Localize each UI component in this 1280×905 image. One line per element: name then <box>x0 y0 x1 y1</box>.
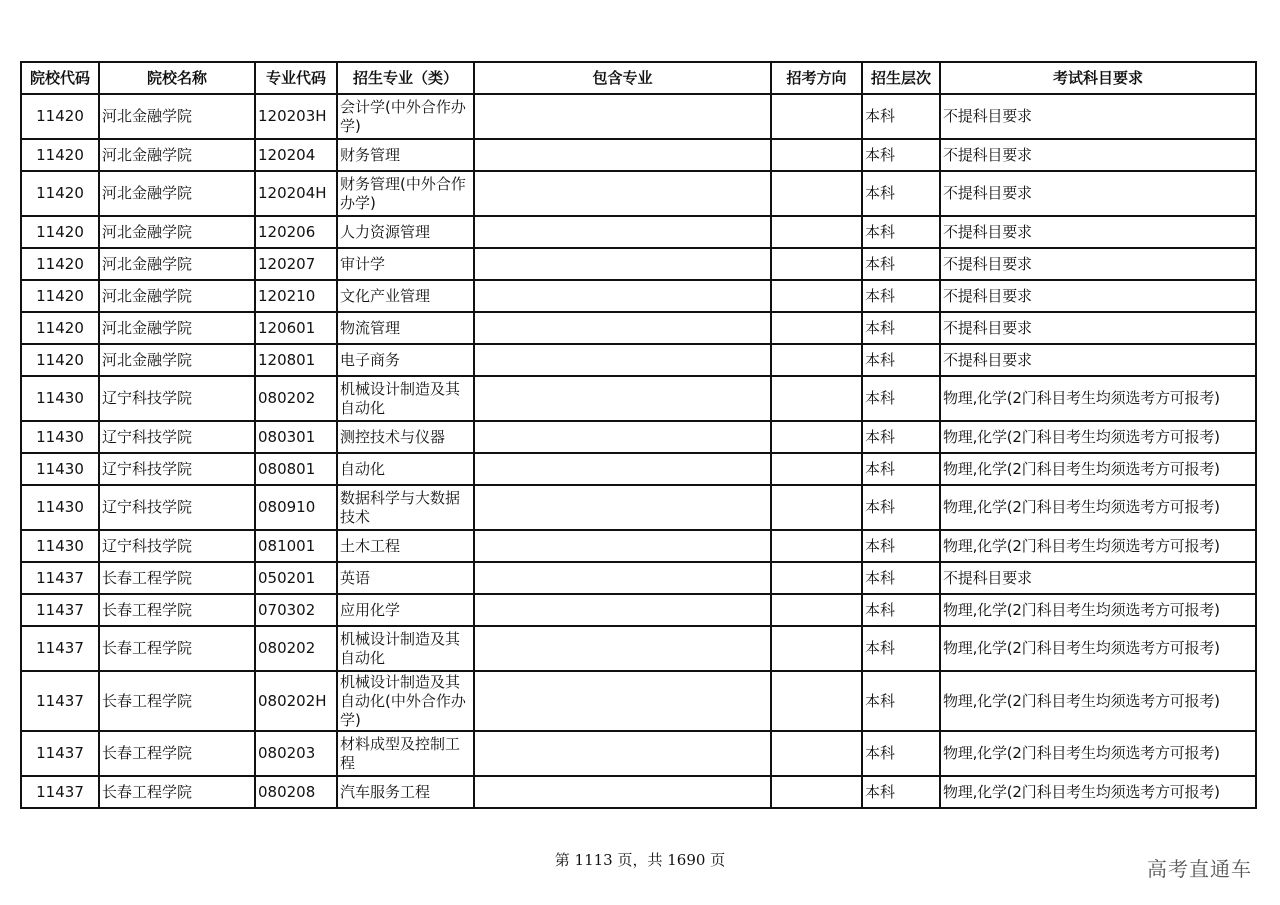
cell-school-name: 河北金融学院 <box>99 139 255 171</box>
cell-direction <box>771 453 862 485</box>
table-row <box>21 171 1256 216</box>
cell-direction <box>771 421 862 453</box>
cell-major-code: 080208 <box>255 776 337 808</box>
cell-direction <box>771 671 862 731</box>
table-row <box>21 312 1256 344</box>
cell-direction <box>771 139 862 171</box>
cell-major: 机械设计制造及其自动化(中外合作办学) <box>337 671 474 731</box>
cell-school-code: 11420 <box>21 248 99 280</box>
cell-level: 本科 <box>862 594 940 626</box>
cell-school-code: 11437 <box>21 562 99 594</box>
cell-subjects: 物理,化学(2门科目考生均须选考方可报考) <box>940 626 1256 671</box>
cell-includes <box>474 626 771 671</box>
cell-includes <box>474 280 771 312</box>
cell-school-name: 河北金融学院 <box>99 171 255 216</box>
cell-major-code: 080202 <box>255 626 337 671</box>
cell-direction <box>771 776 862 808</box>
cell-subjects: 物理,化学(2门科目考生均须选考方可报考) <box>940 421 1256 453</box>
cell-school-name: 辽宁科技学院 <box>99 453 255 485</box>
cell-level: 本科 <box>862 312 940 344</box>
cell-major: 电子商务 <box>337 344 474 376</box>
cell-subjects: 物理,化学(2门科目考生均须选考方可报考) <box>940 453 1256 485</box>
cell-direction <box>771 171 862 216</box>
cell-major-code: 070302 <box>255 594 337 626</box>
table-row <box>21 731 1256 776</box>
cell-major: 汽车服务工程 <box>337 776 474 808</box>
cell-subjects: 物理,化学(2门科目考生均须选考方可报考) <box>940 376 1256 421</box>
cell-subjects: 不提科目要求 <box>940 216 1256 248</box>
cell-includes <box>474 530 771 562</box>
cell-school-code: 11420 <box>21 216 99 248</box>
cell-subjects: 不提科目要求 <box>940 344 1256 376</box>
cell-level: 本科 <box>862 171 940 216</box>
table-row <box>21 280 1256 312</box>
cell-school-code: 11430 <box>21 421 99 453</box>
cell-subjects: 物理,化学(2门科目考生均须选考方可报考) <box>940 485 1256 530</box>
cell-major-code: 080301 <box>255 421 337 453</box>
cell-major: 应用化学 <box>337 594 474 626</box>
cell-direction <box>771 94 862 139</box>
cell-subjects: 不提科目要求 <box>940 248 1256 280</box>
cell-direction <box>771 344 862 376</box>
cell-subjects: 物理,化学(2门科目考生均须选考方可报考) <box>940 594 1256 626</box>
cell-school-name: 长春工程学院 <box>99 731 255 776</box>
cell-direction <box>771 562 862 594</box>
cell-includes <box>474 376 771 421</box>
cell-direction <box>771 376 862 421</box>
table-row <box>21 485 1256 530</box>
cell-major-code: 080910 <box>255 485 337 530</box>
cell-school-code: 11437 <box>21 671 99 731</box>
cell-includes <box>474 139 771 171</box>
cell-level: 本科 <box>862 626 940 671</box>
cell-school-name: 长春工程学院 <box>99 562 255 594</box>
cell-level: 本科 <box>862 280 940 312</box>
header-major: 招生专业（类） <box>337 62 474 94</box>
cell-major-code: 080203 <box>255 731 337 776</box>
cell-direction <box>771 530 862 562</box>
cell-subjects: 物理,化学(2门科目考生均须选考方可报考) <box>940 671 1256 731</box>
cell-school-name: 河北金融学院 <box>99 94 255 139</box>
cell-school-code: 11430 <box>21 485 99 530</box>
header-direction: 招考方向 <box>771 62 862 94</box>
cell-major: 财务管理(中外合作办学) <box>337 171 474 216</box>
table-row <box>21 671 1256 731</box>
cell-includes <box>474 453 771 485</box>
cell-major-code: 120601 <box>255 312 337 344</box>
cell-school-code: 11420 <box>21 312 99 344</box>
cell-major: 会计学(中外合作办学) <box>337 94 474 139</box>
page-number: 第 1113 页，共 1690 页 <box>554 851 726 869</box>
table-row <box>21 139 1256 171</box>
cell-includes <box>474 671 771 731</box>
cell-major: 机械设计制造及其自动化 <box>337 376 474 421</box>
cell-major: 材料成型及控制工程 <box>337 731 474 776</box>
cell-major-code: 120203H <box>255 94 337 139</box>
cell-level: 本科 <box>862 453 940 485</box>
cell-major: 机械设计制造及其自动化 <box>337 626 474 671</box>
table-row <box>21 216 1256 248</box>
cell-includes <box>474 485 771 530</box>
cell-level: 本科 <box>862 731 940 776</box>
cell-school-code: 11437 <box>21 626 99 671</box>
cell-level: 本科 <box>862 376 940 421</box>
cell-subjects: 物理,化学(2门科目考生均须选考方可报考) <box>940 776 1256 808</box>
cell-subjects: 物理,化学(2门科目考生均须选考方可报考) <box>940 731 1256 776</box>
cell-school-name: 辽宁科技学院 <box>99 421 255 453</box>
cell-school-name: 河北金融学院 <box>99 216 255 248</box>
cell-major-code: 120801 <box>255 344 337 376</box>
cell-includes <box>474 731 771 776</box>
cell-direction <box>771 731 862 776</box>
cell-subjects: 不提科目要求 <box>940 94 1256 139</box>
table-row <box>21 626 1256 671</box>
cell-major: 英语 <box>337 562 474 594</box>
cell-level: 本科 <box>862 248 940 280</box>
table-row <box>21 453 1256 485</box>
cell-school-code: 11420 <box>21 94 99 139</box>
cell-school-name: 长春工程学院 <box>99 626 255 671</box>
cell-direction <box>771 485 862 530</box>
cell-direction <box>771 594 862 626</box>
header-subjects: 考试科目要求 <box>940 62 1256 94</box>
cell-includes <box>474 562 771 594</box>
cell-level: 本科 <box>862 94 940 139</box>
table-row <box>21 94 1256 139</box>
cell-school-code: 11420 <box>21 344 99 376</box>
cell-major: 人力资源管理 <box>337 216 474 248</box>
cell-level: 本科 <box>862 344 940 376</box>
cell-school-name: 辽宁科技学院 <box>99 485 255 530</box>
cell-includes <box>474 94 771 139</box>
cell-major: 物流管理 <box>337 312 474 344</box>
cell-subjects: 不提科目要求 <box>940 171 1256 216</box>
cell-school-name: 长春工程学院 <box>99 671 255 731</box>
cell-level: 本科 <box>862 139 940 171</box>
header-school-code: 院校代码 <box>21 62 99 94</box>
cell-school-name: 长春工程学院 <box>99 594 255 626</box>
cell-school-name: 长春工程学院 <box>99 776 255 808</box>
cell-school-code: 11420 <box>21 139 99 171</box>
table-row <box>21 594 1256 626</box>
cell-school-code: 11437 <box>21 776 99 808</box>
cell-major-code: 080202H <box>255 671 337 731</box>
header-school-name: 院校名称 <box>99 62 255 94</box>
cell-includes <box>474 312 771 344</box>
cell-major-code: 081001 <box>255 530 337 562</box>
cell-level: 本科 <box>862 216 940 248</box>
cell-includes <box>474 216 771 248</box>
cell-school-code: 11430 <box>21 530 99 562</box>
cell-major-code: 120204H <box>255 171 337 216</box>
table-row <box>21 421 1256 453</box>
cell-school-name: 河北金融学院 <box>99 344 255 376</box>
cell-level: 本科 <box>862 562 940 594</box>
cell-direction <box>771 312 862 344</box>
cell-major-code: 120206 <box>255 216 337 248</box>
cell-level: 本科 <box>862 485 940 530</box>
cell-includes <box>474 344 771 376</box>
cell-school-name: 河北金融学院 <box>99 280 255 312</box>
table-row <box>21 776 1256 808</box>
admissions-table <box>20 61 1257 809</box>
cell-major: 审计学 <box>337 248 474 280</box>
cell-major: 文化产业管理 <box>337 280 474 312</box>
header-level: 招生层次 <box>862 62 940 94</box>
cell-subjects: 不提科目要求 <box>940 139 1256 171</box>
header-major-code: 专业代码 <box>255 62 337 94</box>
cell-school-code: 11430 <box>21 376 99 421</box>
cell-school-code: 11420 <box>21 280 99 312</box>
cell-includes <box>474 171 771 216</box>
cell-subjects: 不提科目要求 <box>940 280 1256 312</box>
cell-direction <box>771 216 862 248</box>
cell-level: 本科 <box>862 776 940 808</box>
cell-major-code: 120207 <box>255 248 337 280</box>
table-header-row <box>21 62 1256 94</box>
cell-major-code: 080801 <box>255 453 337 485</box>
cell-major-code: 120210 <box>255 280 337 312</box>
table-row <box>21 562 1256 594</box>
table-row <box>21 344 1256 376</box>
cell-major-code: 120204 <box>255 139 337 171</box>
header-includes: 包含专业 <box>474 62 771 94</box>
table-row <box>21 530 1256 562</box>
cell-level: 本科 <box>862 421 940 453</box>
cell-major: 数据科学与大数据技术 <box>337 485 474 530</box>
table-row <box>21 248 1256 280</box>
cell-major: 测控技术与仪器 <box>337 421 474 453</box>
cell-includes <box>474 594 771 626</box>
cell-school-code: 11437 <box>21 731 99 776</box>
cell-includes <box>474 248 771 280</box>
cell-school-code: 11420 <box>21 171 99 216</box>
cell-major: 土木工程 <box>337 530 474 562</box>
cell-subjects: 物理,化学(2门科目考生均须选考方可报考) <box>940 530 1256 562</box>
cell-direction <box>771 280 862 312</box>
cell-school-code: 11437 <box>21 594 99 626</box>
cell-includes <box>474 421 771 453</box>
cell-level: 本科 <box>862 671 940 731</box>
cell-school-name: 河北金融学院 <box>99 312 255 344</box>
cell-direction <box>771 626 862 671</box>
cell-subjects: 不提科目要求 <box>940 562 1256 594</box>
cell-school-name: 河北金融学院 <box>99 248 255 280</box>
cell-school-name: 辽宁科技学院 <box>99 376 255 421</box>
cell-subjects: 不提科目要求 <box>940 312 1256 344</box>
table-body <box>21 94 1256 808</box>
cell-major-code: 080202 <box>255 376 337 421</box>
table-row <box>21 376 1256 421</box>
cell-school-code: 11430 <box>21 453 99 485</box>
cell-major-code: 050201 <box>255 562 337 594</box>
cell-major: 自动化 <box>337 453 474 485</box>
cell-major: 财务管理 <box>337 139 474 171</box>
cell-direction <box>771 248 862 280</box>
cell-school-name: 辽宁科技学院 <box>99 530 255 562</box>
cell-level: 本科 <box>862 530 940 562</box>
cell-includes <box>474 776 771 808</box>
watermark-logo: 高考直通车 <box>1147 857 1252 881</box>
